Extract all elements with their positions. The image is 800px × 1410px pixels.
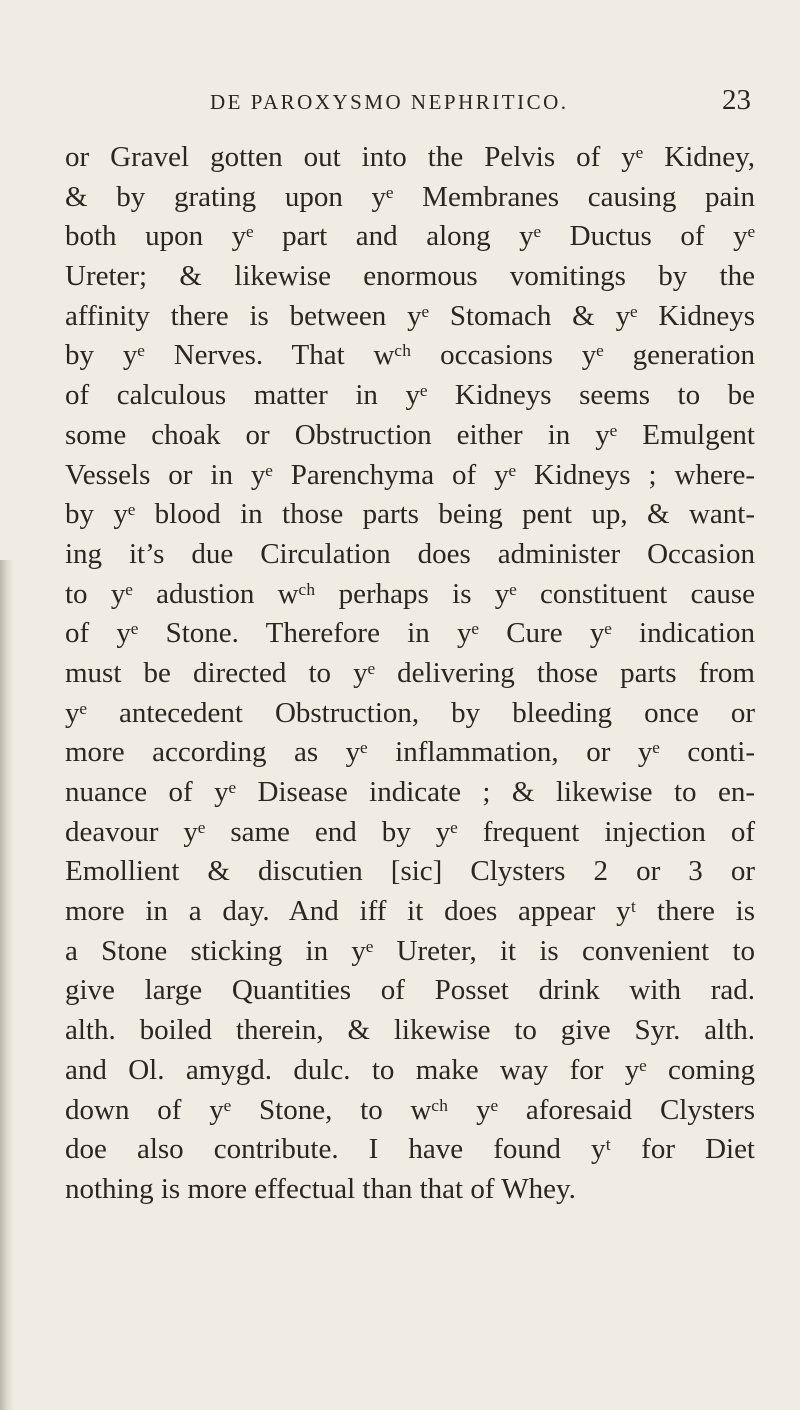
text-line: and Ol. amygd. dulc. to make way for yᵉ coming [65,1053,755,1086]
text-line: yᵉ antecedent Obstruction, by bleeding once or [65,696,755,729]
page-gutter-shadow [0,560,14,1410]
text-line: more in a day. And iff it does appear yᵗ there is [65,895,755,928]
body-text [65,138,755,1210]
text-line: Emollient & discutien [sic] Clysters 2 or 3 or [65,855,755,888]
text-line: of calculous matter in yᵉ Kidneys seems to be [65,379,755,412]
text-line: some choak or Obstruction either in yᵉ Emulgent [65,418,755,451]
text-line: must be directed to yᵉ delivering those parts from [65,656,755,689]
text-line: a Stone sticking in yᵉ Ureter, it is convenient to [65,934,755,967]
text-line: by yᵉ blood in those parts being pent up, & want- [65,498,755,531]
text-line: & by grating upon yᵉ Membranes causing pain [65,180,755,213]
text-line: by yᵉ Nerves. That wᶜʰ occasions yᵉ generation [65,339,755,372]
text-line: doe also contribute. I have found yᵗ for Diet [65,1133,755,1166]
running-title: DE PAROXYSMO NEPHRITICO. [210,90,569,114]
text-line: more according as yᵉ inflammation, or yᵉ conti- [65,736,755,769]
text-line: give large Quantities of Posset drink with rad. [65,974,755,1007]
text-line: Ureter; & likewise enormous vomitings by the [65,260,755,293]
page-number: 23 [722,84,751,116]
text-line: of yᵉ Stone. Therefore in yᵉ Cure yᵉ indication [65,617,755,650]
text-line: ing it’s due Circulation does administer Occasion [65,537,755,570]
text-line: to yᵉ adustion wᶜʰ perhaps is yᵉ constituent cause [65,577,755,610]
text-line: alth. boiled therein, & likewise to give Syr. alth. [65,1014,755,1047]
text-line: nothing is more effectual than that of Whey. [65,1172,576,1205]
text-line: deavour yᵉ same end by yᵉ frequent injection of [65,815,755,848]
text-line: down of yᵉ Stone, to wᶜʰ yᵉ aforesaid Clysters [65,1093,755,1126]
text-line: affinity there is between yᵉ Stomach & yᵉ Kidneys [65,299,755,332]
text-line: nuance of yᵉ Disease indicate ; & likewise to en- [65,776,755,808]
text-line: both upon yᵉ part and along yᵉ Ductus of yᵉ [65,220,755,253]
text-line: Vessels or in yᵉ Parenchyma of yᵉ Kidneys ; where- [65,458,755,491]
text-line: or Gravel gotten out into the Pelvis of yᵉ Kidney, [65,141,755,173]
running-head [0,82,800,122]
